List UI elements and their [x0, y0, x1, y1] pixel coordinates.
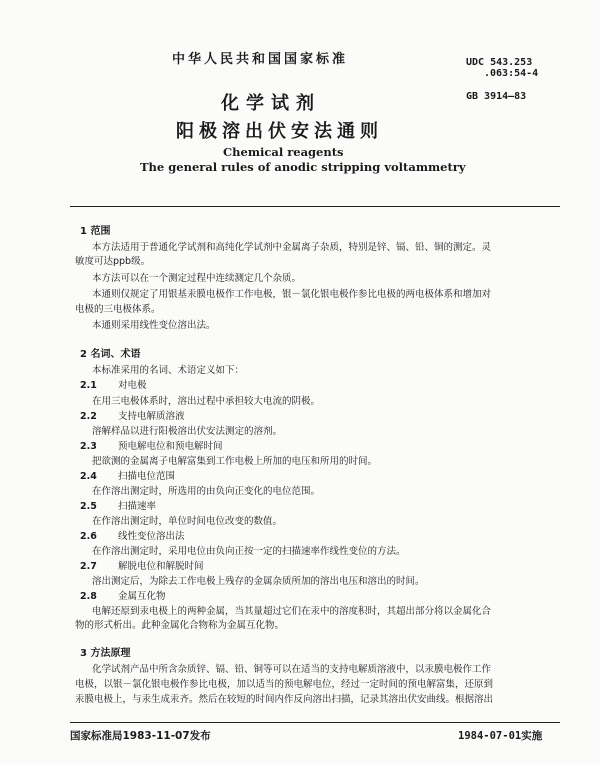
section1-p2: 本方法可以在一个测定过程中连续测定几个杂质。: [92, 273, 302, 284]
term-2-3-num: 2.3: [80, 441, 97, 452]
term-2-5-term: 扫描速率: [118, 501, 157, 512]
term-2-5-def: 在作溶出测定时，单位时间电位改变的数值。: [92, 516, 283, 527]
section1-p4: 本通则采用线性变位溶出法。: [92, 320, 216, 331]
term-2-4-term: 扫描电位范围: [118, 471, 176, 482]
term-2-4-num: 2.4: [80, 471, 97, 482]
section1-p3b: 电极的三电极体系。: [75, 304, 161, 315]
term-2-3-term: 预电解电位和预电解时间: [118, 441, 223, 452]
udc-line2: .063:54-4: [484, 68, 539, 79]
udc-line1: UDC 543.253: [466, 57, 533, 68]
term-2-8-term: 金属互化物: [118, 591, 166, 602]
term-2-7-term: 解脱电位和解脱时间: [118, 561, 204, 572]
top-rule: [70, 206, 560, 207]
term-2-8-num: 2.8: [80, 591, 97, 602]
term-2-4-def: 在作溶出测定时，所选用的由负向正变化的电位范围。: [92, 486, 321, 497]
section1-p3a: 本通则仅规定了用银基汞膜电极作工作电极，银－氯化银电极作参比电极的两电极体系和增加对: [92, 289, 492, 300]
section3-heading: 3 方法原理: [80, 648, 131, 659]
term-2-8-def1: 电解还原到汞电极上的两种金属，当其量超过它们在汞中的溶度积时，其超出部分将以金属化合: [92, 606, 492, 617]
bottom-rule: [70, 722, 560, 723]
header-org: 中华人民共和国国家标准: [172, 52, 349, 67]
title-en-line1: Chemical reagents: [223, 145, 344, 159]
title-cn-line1: 化学试剂: [221, 93, 321, 114]
term-2-6-def: 在作溶出测定时，采用电位由负向正按一定的扫描速率作线性变位的方法。: [92, 546, 406, 557]
term-2-1-num: 2.1: [80, 380, 97, 391]
term-2-2-def: 溶解样品以进行阳极溶出伏安法测定的溶剂。: [92, 426, 283, 437]
udc-code: [466, 57, 538, 79]
footer-issued: 国家标准局1983-11-07发布: [70, 730, 211, 742]
section1-p1b: 敏度可达ppb级。: [75, 256, 151, 267]
term-2-5-num: 2.5: [80, 501, 97, 512]
term-2-3-def: 把欲测的金属离子电解富集到工作电极上所加的电压和所用的时间。: [92, 456, 378, 467]
section3-p1: 化学试剂产品中所含杂质锌、镉、铅、铜等可以在适当的支持电解质溶液中，以汞膜电极作工作: [92, 664, 492, 675]
term-2-8-def2: 物的形式析出。此种金属化合物称为金属互化物。: [75, 620, 285, 631]
term-2-2-num: 2.2: [80, 411, 97, 422]
section3-p2: 电极，以银－氯化银电极作参比电极，加以适当的预电解电位，经过一定时间的预电解富集，还原到: [75, 679, 494, 690]
term-2-1-term: 对电极: [118, 380, 147, 391]
section1-heading: 1 范围: [80, 226, 111, 237]
term-2-6-term: 线性变位溶出法: [118, 531, 185, 542]
section1-p1a: 本方法适用于普通化学试剂和高纯化学试剂中金属离子杂质，特别是锌、镉、铅、铜的测定。灵: [92, 242, 492, 253]
section2-intro: 本标准采用的名词、术语定义如下：: [92, 365, 245, 376]
title-cn-line2: 阳极溶出伏安法通则: [176, 121, 383, 142]
term-2-7-num: 2.7: [80, 561, 97, 572]
footer-effective: 1984-07-01实施: [458, 730, 543, 742]
term-2-2-term: 支持电解质溶液: [118, 411, 185, 422]
section3-p3: 汞膜电极上，与汞生成汞齐。然后在较短的时间内作反向溶出扫描，记录其溶出伏安曲线。根据溶出: [75, 694, 494, 705]
term-2-1-def: 在用三电极体系时，溶出过程中承担较大电流的阴极。: [92, 396, 321, 407]
term-2-6-num: 2.6: [80, 531, 97, 542]
section2-heading: 2 名词、术语: [80, 349, 141, 360]
gb-number: GB 3914—83: [466, 91, 527, 102]
title-en-line2: The general rules of anodic stripping voltammetry: [140, 160, 466, 174]
term-2-7-def: 溶出测定后，为除去工作电极上残存的金属杂质所加的溶出电压和溶出的时间。: [92, 576, 425, 587]
